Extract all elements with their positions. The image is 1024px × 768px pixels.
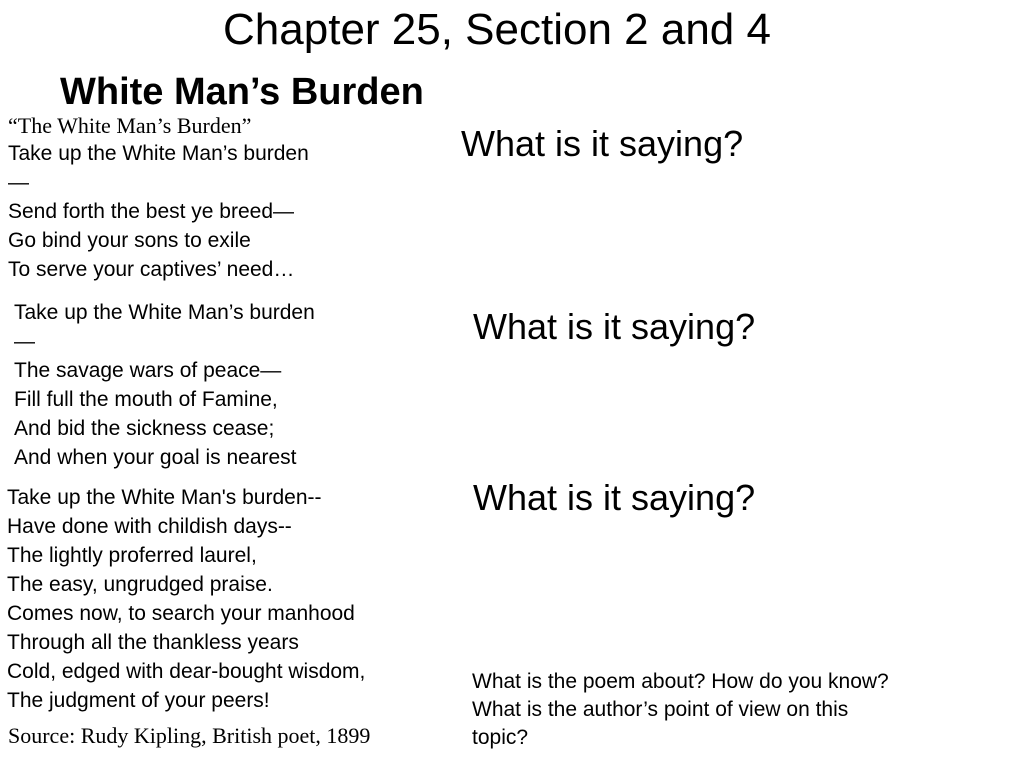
- stanza-2: [14, 298, 315, 472]
- poem-title: “The White Man’s Burden”: [8, 113, 252, 138]
- poem-line: And when your goal is nearest: [14, 446, 297, 469]
- poem-line: The judgment of your peers!: [7, 689, 270, 712]
- poem-line: —: [14, 330, 35, 353]
- poem-line: Take up the White Man’s burden: [14, 301, 315, 324]
- slide-title: Chapter 25, Section 2 and 4: [223, 5, 771, 54]
- poem-line: The savage wars of peace—: [14, 359, 282, 382]
- question-1: What is it saying?: [461, 123, 744, 164]
- poem-line: Comes now, to search your manhood: [7, 602, 355, 625]
- slide-subtitle: White Man’s Burden: [60, 71, 424, 113]
- poem-line: Send forth the best ye breed—: [8, 200, 295, 223]
- poem-line: To serve your captives’ need…: [8, 258, 295, 281]
- poem-line: And bid the sickness cease;: [14, 417, 275, 440]
- poem-line: Take up the White Man’s burden: [8, 142, 309, 165]
- stanza-3: [7, 483, 365, 715]
- prompt-line: What is the poem about? How do you know?: [472, 670, 889, 693]
- poem-line: Through all the thankless years: [7, 631, 299, 654]
- poem-line: The easy, ungrudged praise.: [7, 573, 273, 596]
- source-citation: Source: Rudy Kipling, British poet, 1899: [8, 723, 371, 748]
- poem-line: Go bind your sons to exile: [8, 229, 251, 252]
- question-3: What is it saying?: [473, 477, 756, 518]
- poem-line: The lightly proferred laurel,: [7, 544, 257, 567]
- poem-line: —: [8, 171, 29, 194]
- discussion-prompts: [472, 668, 889, 752]
- stanza-1: [8, 139, 309, 284]
- prompt-line: topic?: [472, 726, 529, 749]
- poem-line: Cold, edged with dear-bought wisdom,: [7, 660, 366, 683]
- poem-line: Fill full the mouth of Famine,: [14, 388, 278, 411]
- prompt-line: What is the author’s point of view on this: [472, 698, 849, 721]
- poem-line: Take up the White Man's burden--: [7, 486, 322, 509]
- poem-line: Have done with childish days--: [7, 515, 292, 538]
- question-2: What is it saying?: [473, 306, 756, 347]
